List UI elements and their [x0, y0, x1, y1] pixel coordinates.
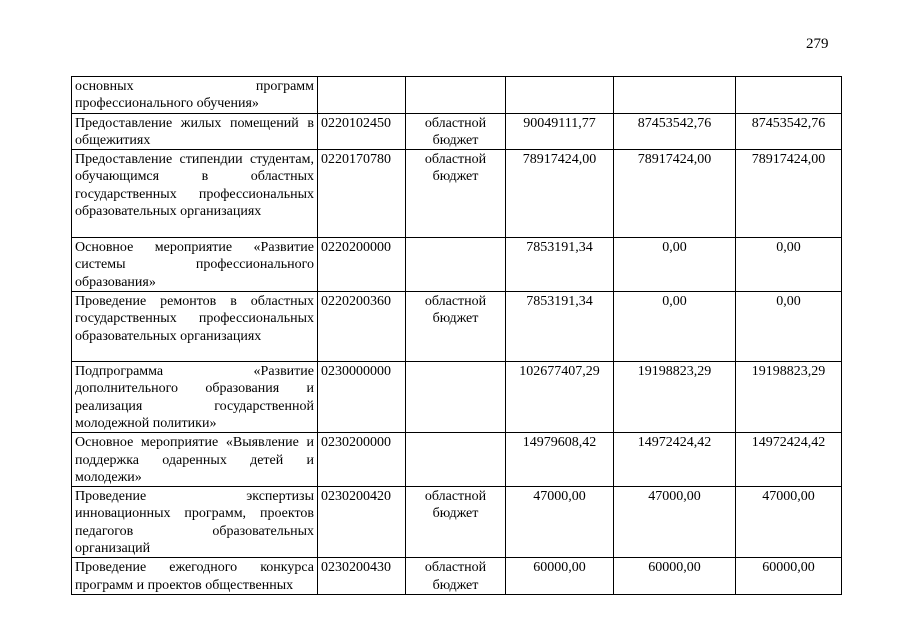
amount-year-1-cell: 7853191,34 — [506, 238, 614, 292]
amount-year-3-cell: 60000,00 — [736, 558, 842, 595]
table-row — [72, 558, 842, 595]
page-number: 279 — [806, 36, 829, 52]
funding-source-cell: областной бюджет — [406, 113, 506, 150]
amount-year-2-cell: 47000,00 — [614, 487, 736, 558]
table-row — [72, 150, 842, 238]
funding-source-cell: областной бюджет — [406, 150, 506, 238]
program-name-cell: Подпрограмма «Развитие дополнительного образования и реализация государственной молодежной политики» — [72, 362, 318, 433]
amount-year-1-cell: 90049111,77 — [506, 113, 614, 150]
budget-code-cell: 0220102450 — [318, 113, 406, 150]
program-name-cell: Предоставление стипендии студентам, обучающимся в областных государственных профессиональных образовательных организациях — [72, 150, 318, 238]
funding-source-cell — [406, 77, 506, 114]
table-row — [72, 433, 842, 487]
program-name-cell: Проведение ремонтов в областных государственных профессиональных образовательных организациях — [72, 292, 318, 362]
amount-year-1-cell: 47000,00 — [506, 487, 614, 558]
amount-year-3-cell: 78917424,00 — [736, 150, 842, 238]
budget-code-cell: 0230200430 — [318, 558, 406, 595]
amount-year-3-cell: 47000,00 — [736, 487, 842, 558]
amount-year-3-cell: 14972424,42 — [736, 433, 842, 487]
budget-table-body — [72, 77, 842, 595]
amount-year-3-cell — [736, 77, 842, 114]
budget-code-cell: 0220200360 — [318, 292, 406, 362]
table-row — [72, 113, 842, 150]
amount-year-2-cell: 14972424,42 — [614, 433, 736, 487]
amount-year-2-cell: 87453542,76 — [614, 113, 736, 150]
funding-source-cell: областной бюджет — [406, 487, 506, 558]
budget-code-cell — [318, 77, 406, 114]
budget-code-cell: 0230200000 — [318, 433, 406, 487]
budget-code-cell: 0230200420 — [318, 487, 406, 558]
amount-year-2-cell: 0,00 — [614, 238, 736, 292]
amount-year-1-cell: 78917424,00 — [506, 150, 614, 238]
amount-year-2-cell: 0,00 — [614, 292, 736, 362]
amount-year-3-cell: 0,00 — [736, 238, 842, 292]
amount-year-2-cell: 19198823,29 — [614, 362, 736, 433]
amount-year-3-cell: 0,00 — [736, 292, 842, 362]
amount-year-2-cell: 78917424,00 — [614, 150, 736, 238]
amount-year-3-cell: 19198823,29 — [736, 362, 842, 433]
funding-source-cell: областной бюджет — [406, 292, 506, 362]
amount-year-2-cell — [614, 77, 736, 114]
amount-year-1-cell — [506, 77, 614, 114]
budget-code-cell: 0230000000 — [318, 362, 406, 433]
program-name-cell: Проведение ежегодного конкурса программ и проектов общественных — [72, 558, 318, 595]
amount-year-1-cell: 7853191,34 — [506, 292, 614, 362]
table-row — [72, 238, 842, 292]
table-row — [72, 77, 842, 114]
program-name-cell: основных программ профессионального обучения» — [72, 77, 318, 114]
funding-source-cell: областной бюджет — [406, 558, 506, 595]
funding-source-cell — [406, 433, 506, 487]
funding-source-cell — [406, 362, 506, 433]
table-row — [72, 292, 842, 362]
table-row — [72, 487, 842, 558]
program-name-cell: Предоставление жилых помещений в общежитиях — [72, 113, 318, 150]
budget-code-cell: 0220200000 — [318, 238, 406, 292]
program-name-cell: Проведение экспертизы инновационных программ, проектов педагогов образовательных организаций — [72, 487, 318, 558]
amount-year-3-cell: 87453542,76 — [736, 113, 842, 150]
amount-year-1-cell: 60000,00 — [506, 558, 614, 595]
budget-table — [71, 76, 842, 595]
program-name-cell: Основное мероприятие «Развитие системы профессионального образования» — [72, 238, 318, 292]
amount-year-1-cell: 14979608,42 — [506, 433, 614, 487]
table-row — [72, 362, 842, 433]
amount-year-1-cell: 102677407,29 — [506, 362, 614, 433]
program-name-cell: Основное мероприятие «Выявление и поддержка одаренных детей и молодежи» — [72, 433, 318, 487]
budget-code-cell: 0220170780 — [318, 150, 406, 238]
amount-year-2-cell: 60000,00 — [614, 558, 736, 595]
funding-source-cell — [406, 238, 506, 292]
